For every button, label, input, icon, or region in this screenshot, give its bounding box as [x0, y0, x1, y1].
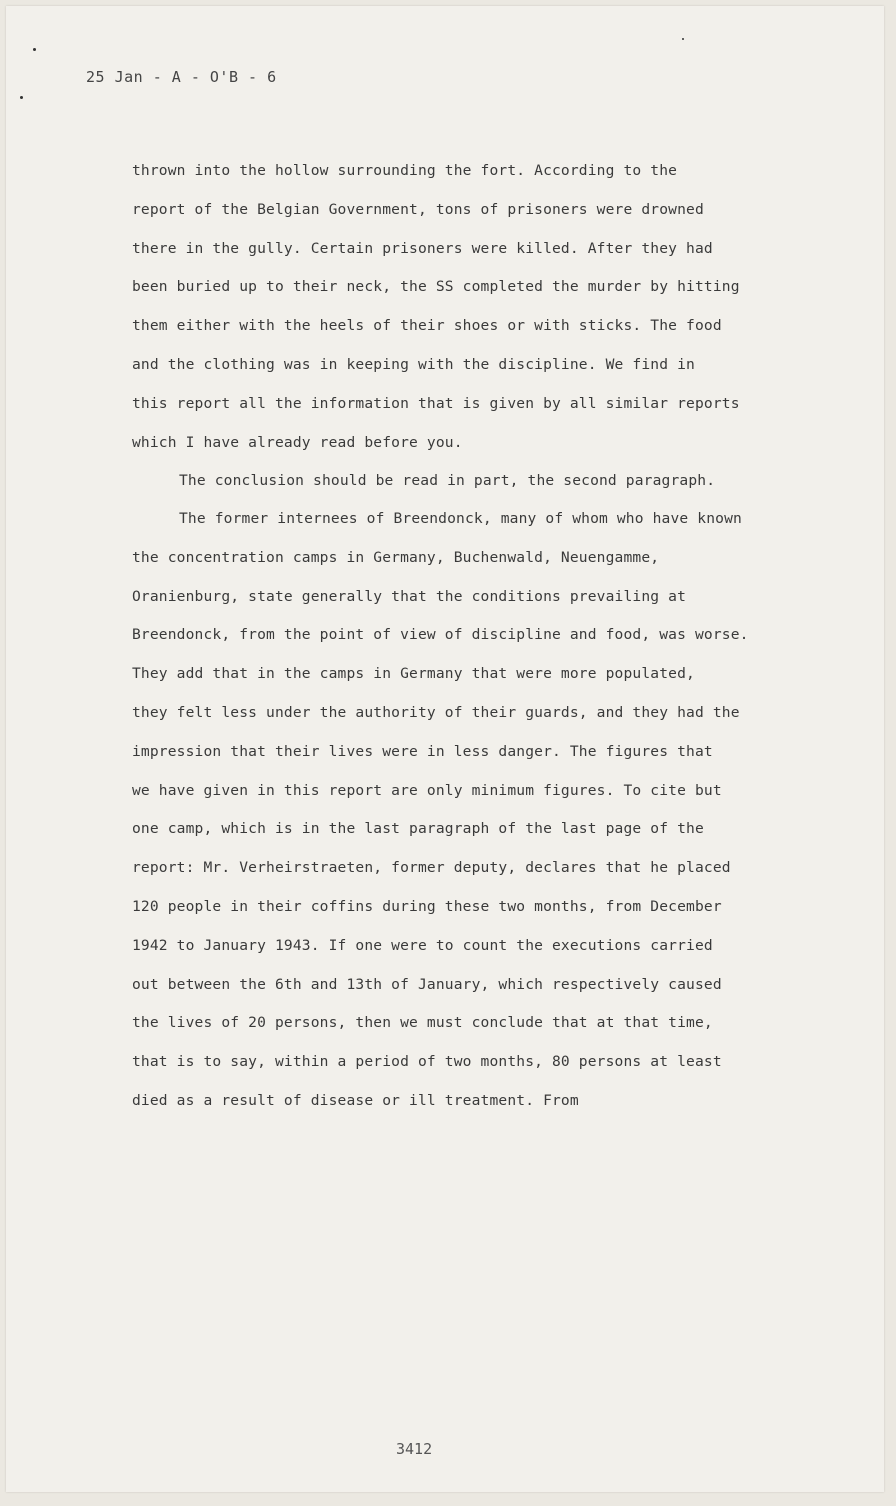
text-line: and the clothing was in keeping with the discipline. We find in	[132, 355, 695, 373]
text-line: report of the Belgian Government, tons of prisoners were drowned	[132, 200, 704, 218]
text-line: 120 people in their coffins during these two months, from December	[132, 897, 722, 915]
text-line: The conclusion should be read in part, the second paragraph.	[179, 472, 716, 489]
text-line: the lives of 20 persons, then we must conclude that at that time,	[132, 1014, 713, 1032]
text-line: Oranienburg, state generally that the conditions prevailing at	[132, 587, 687, 605]
text-line: out between the 6th and 13th of January, which respectively caused	[132, 975, 722, 993]
text-line: Breendonck, from the point of view of discipline and food, was worse.	[132, 626, 749, 644]
text-line: this report all the information that is given by all similar reports	[132, 394, 740, 412]
paragraph-1	[132, 152, 802, 462]
page-number: 3412	[396, 1440, 433, 1458]
text-line: died as a result of disease or ill treatment. From	[132, 1091, 579, 1109]
paragraph-2	[132, 462, 802, 501]
document-page	[6, 6, 884, 1492]
text-line: They add that in the camps in Germany that were more populated,	[132, 665, 695, 683]
text-line: which I have already read before you.	[132, 433, 463, 451]
text-line: report: Mr. Verheirstraeten, former deputy, declares that he placed	[132, 859, 731, 877]
text-line: thrown into the hollow surrounding the fort. According to the	[132, 162, 678, 179]
text-line: impression that their lives were in less danger. The figures that	[132, 742, 713, 760]
margin-mark	[20, 96, 23, 99]
text-line: one camp, which is in the last paragraph of the last page of the	[132, 820, 704, 838]
text-line: we have given in this report are only minimum figures. To cite but	[132, 781, 722, 799]
margin-mark	[33, 48, 36, 51]
document-reference: 25 Jan - A - O'B - 6	[86, 68, 277, 86]
text-line: the concentration camps in Germany, Buchenwald, Neuengamme,	[132, 548, 660, 566]
text-line: The former internees of Breendonck, many of whom who have known	[179, 510, 742, 527]
text-line: they felt less under the authority of their guards, and they had the	[132, 703, 740, 721]
paragraph-3	[132, 500, 802, 1121]
text-line: that is to say, within a period of two months, 80 persons at least	[132, 1053, 722, 1071]
text-line: them either with the heels of their shoes or with sticks. The food	[132, 317, 722, 335]
text-line: been buried up to their neck, the SS completed the murder by hitting	[132, 278, 740, 296]
text-line: 1942 to January 1943. If one were to count the executions carried	[132, 936, 713, 954]
text-line: there in the gully. Certain prisoners were killed. After they had	[132, 239, 713, 257]
margin-mark	[682, 38, 684, 40]
